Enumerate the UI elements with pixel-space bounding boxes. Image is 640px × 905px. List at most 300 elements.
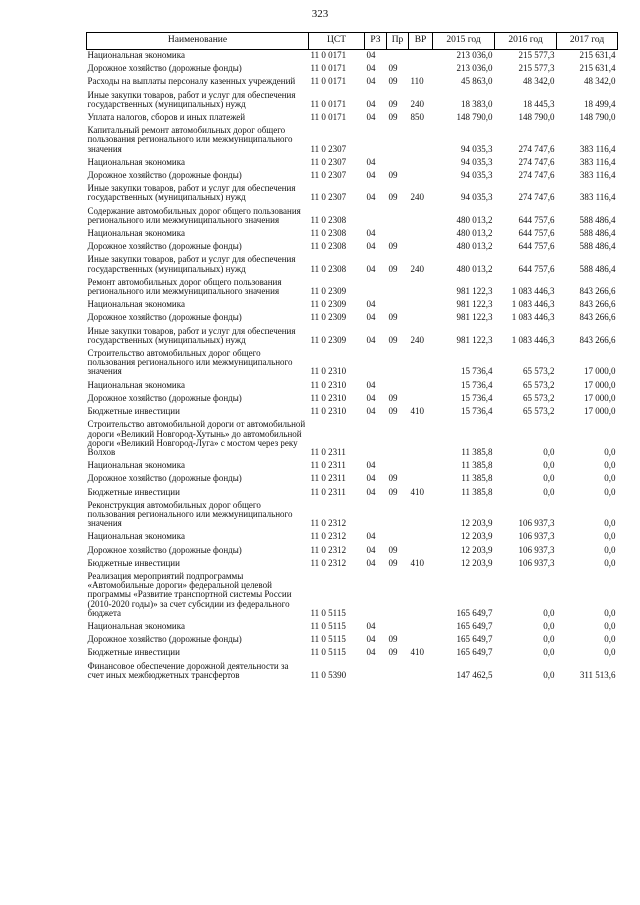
table-row: [87, 63, 618, 76]
row-name-cell: Реализация мероприятий подпрограммы «Автомобильные дороги» федеральной целевой программы «Развитие транспортной системы России (2010-2020 годы)» за счет субсидии из федерального бюджета: [87, 570, 292, 618]
table-row: [87, 545, 618, 558]
table-row: [87, 76, 618, 89]
table-row: [87, 299, 618, 312]
row-vr-cell: 110: [410, 76, 424, 87]
row-name-cell: Дорожное хозяйство (дорожные фонды): [87, 241, 242, 252]
row-pr-cell: 09: [388, 544, 398, 555]
table-row: [87, 380, 618, 393]
row-cst-cell: 11 0 2312: [310, 518, 347, 529]
row-cst-cell: 11 0 0171: [310, 98, 347, 109]
row-2017-cell: 588 486,4: [579, 263, 616, 274]
row-vr-cell: [409, 348, 433, 380]
row-cst-cell: 11 0 2310: [310, 366, 347, 377]
row-rz-cell: 04: [366, 634, 376, 645]
table-row: [87, 634, 618, 647]
row-pr-cell: 09: [388, 112, 398, 123]
row-pr-cell: [387, 228, 409, 241]
row-name-cell: Национальная экономика: [87, 460, 185, 471]
row-vr-cell: 410: [410, 647, 424, 658]
row-cst-cell: 11 0 2311: [310, 446, 346, 457]
row-name-cell: Дорожное хозяйство (дорожные фонды): [87, 170, 242, 181]
row-vr-cell: [409, 393, 433, 406]
header-pr: Пр: [387, 33, 409, 50]
row-rz-cell: [365, 277, 387, 299]
row-rz-cell: 04: [366, 647, 376, 658]
row-2017-cell: 843 266,6: [579, 299, 616, 310]
row-2015-cell: 94 035,3: [461, 143, 493, 154]
row-vr-cell: [409, 206, 433, 228]
row-pr-cell: [387, 277, 409, 299]
row-2015-cell: 11 385,8: [461, 460, 493, 471]
table-row: [87, 406, 618, 419]
row-name-cell: Бюджетные инвестиции: [87, 486, 180, 497]
row-2015-cell: 165 649,7: [456, 620, 493, 631]
row-pr-cell: 09: [388, 98, 398, 109]
row-rz-cell: 04: [366, 98, 376, 109]
row-cst-cell: 11 0 2307: [310, 143, 347, 154]
row-2015-cell: 147 462,5: [456, 669, 493, 680]
row-vr-cell: 410: [410, 557, 424, 568]
row-2016-cell: 0,0: [543, 460, 555, 471]
row-name-cell: Расходы на выплаты персоналу казенных учреждений: [87, 76, 296, 87]
row-rz-cell: 04: [366, 620, 376, 631]
row-pr-cell: [387, 348, 409, 380]
row-name-cell: Дорожное хозяйство (дорожные фонды): [87, 63, 242, 74]
table-row: [87, 531, 618, 544]
row-2017-cell: 0,0: [604, 607, 616, 618]
row-cst-cell: 11 0 2310: [310, 392, 347, 403]
row-2017-cell: 0,0: [604, 486, 616, 497]
row-rz-cell: 04: [366, 544, 376, 555]
row-cst-cell: 11 0 0171: [310, 50, 347, 60]
row-2016-cell: 65 573,2: [523, 406, 555, 417]
row-rz-cell: [365, 348, 387, 380]
row-2017-cell: 383 116,4: [579, 170, 616, 181]
row-vr-cell: [409, 157, 433, 170]
row-2015-cell: 94 035,3: [461, 170, 493, 181]
row-2016-cell: 106 937,3: [518, 544, 555, 555]
row-2016-cell: 644 757,6: [518, 241, 555, 252]
row-name-cell: Содержание автомобильных дорог общего пользования регионального или межмуниципального значения: [87, 205, 301, 225]
row-2015-cell: 165 649,7: [456, 607, 493, 618]
row-2015-cell: 12 203,9: [461, 531, 493, 542]
row-cst-cell: 11 0 2308: [310, 263, 347, 274]
row-2017-cell: 17 000,0: [584, 392, 616, 403]
row-2015-cell: 480 013,2: [456, 241, 493, 252]
row-2015-cell: 213 036,0: [456, 50, 493, 60]
row-2016-cell: 274 747,6: [518, 143, 555, 154]
row-pr-cell: 09: [388, 634, 398, 645]
row-2017-cell: 215 631,4: [579, 50, 616, 60]
row-2017-cell: 17 000,0: [584, 366, 616, 377]
row-name-cell: Национальная экономика: [87, 620, 185, 631]
row-vr-cell: [409, 419, 433, 460]
row-vr-cell: [409, 473, 433, 486]
row-2016-cell: 0,0: [543, 620, 555, 631]
row-2017-cell: 383 116,4: [579, 143, 616, 154]
row-name-cell: Реконструкция автомобильных дорог общего пользования регионального или межмуниципального значения: [87, 499, 293, 529]
row-vr-cell: [409, 460, 433, 473]
row-name-cell: Дорожное хозяйство (дорожные фонды): [87, 392, 242, 403]
row-cst-cell: 11 0 2309: [310, 312, 347, 323]
row-cst-cell: 11 0 5115: [310, 647, 346, 658]
row-2017-cell: 48 342,0: [584, 76, 616, 87]
row-rz-cell: 04: [366, 263, 376, 274]
row-2015-cell: 981 122,3: [456, 334, 493, 345]
row-2017-cell: 18 499,4: [584, 98, 616, 109]
row-name-cell: Иные закупки товаров, работ и услуг для обеспечения государственных (муниципальных) нужд: [87, 254, 296, 274]
row-vr-cell: 240: [410, 334, 424, 345]
header-rz: РЗ: [365, 33, 387, 50]
row-vr-cell: [409, 125, 433, 157]
row-2017-cell: 0,0: [604, 518, 616, 529]
row-cst-cell: 11 0 2312: [310, 531, 347, 542]
row-vr-cell: [409, 299, 433, 312]
row-name-cell: Национальная экономика: [87, 299, 185, 310]
row-vr-cell: 240: [410, 263, 424, 274]
row-cst-cell: 11 0 2310: [310, 379, 347, 390]
row-cst-cell: 11 0 5115: [310, 607, 346, 618]
row-vr-cell: 240: [410, 192, 424, 203]
header-name: Наименование: [87, 33, 309, 50]
table-row: [87, 348, 618, 380]
row-2016-cell: 0,0: [543, 634, 555, 645]
table-body: [87, 50, 618, 683]
row-name-cell: Строительство автомобильных дорог общего пользования регионального или межмуниципального значения: [87, 348, 293, 377]
row-rz-cell: 04: [366, 312, 376, 323]
row-vr-cell: [409, 500, 433, 532]
row-rz-cell: 04: [366, 392, 376, 403]
row-2015-cell: 981 122,3: [456, 299, 493, 310]
row-rz-cell: 04: [366, 406, 376, 417]
row-pr-cell: 09: [388, 263, 398, 274]
row-name-cell: Дорожное хозяйство (дорожные фонды): [87, 634, 242, 645]
table-row: [87, 312, 618, 325]
row-2017-cell: 17 000,0: [584, 379, 616, 390]
row-name-cell: Уплата налогов, сборов и иных платежей: [87, 112, 246, 123]
row-2017-cell: 0,0: [604, 544, 616, 555]
row-cst-cell: 11 0 2307: [310, 192, 347, 203]
row-2017-cell: 843 266,6: [579, 286, 616, 297]
row-2016-cell: 274 747,6: [518, 192, 555, 203]
row-2015-cell: 11 385,8: [461, 486, 493, 497]
row-pr-cell: [387, 661, 409, 683]
row-2017-cell: 0,0: [604, 473, 616, 484]
row-2017-cell: 843 266,6: [579, 334, 616, 345]
row-2015-cell: 15 736,4: [461, 406, 493, 417]
row-vr-cell: [409, 63, 433, 76]
row-2015-cell: 15 736,4: [461, 379, 493, 390]
header-2016: 2016 год: [495, 33, 557, 50]
table-row: [87, 558, 618, 571]
row-name-cell: Иные закупки товаров, работ и услуг для обеспечения государственных (муниципальных) нужд: [87, 183, 296, 203]
row-2016-cell: 644 757,6: [518, 214, 555, 225]
row-cst-cell: 11 0 2312: [310, 557, 347, 568]
row-2017-cell: 0,0: [604, 557, 616, 568]
row-cst-cell: 11 0 2311: [310, 460, 346, 471]
row-name-cell: Бюджетные инвестиции: [87, 647, 180, 658]
row-2017-cell: 0,0: [604, 647, 616, 658]
row-2017-cell: 0,0: [604, 531, 616, 542]
row-2015-cell: 11 385,8: [461, 446, 493, 457]
row-2017-cell: 588 486,4: [579, 241, 616, 252]
row-vr-cell: [409, 380, 433, 393]
row-2015-cell: 12 203,9: [461, 544, 493, 555]
row-rz-cell: 04: [366, 228, 376, 239]
row-pr-cell: [387, 50, 409, 64]
row-rz-cell: 04: [366, 460, 376, 471]
row-name-cell: Ремонт автомобильных дорог общего пользования регионального или межмуниципального значения: [87, 276, 282, 297]
row-cst-cell: 11 0 2307: [310, 170, 347, 181]
row-2016-cell: 65 573,2: [523, 366, 555, 377]
row-2015-cell: 981 122,3: [456, 286, 493, 297]
row-2015-cell: 94 035,3: [461, 156, 493, 167]
row-name-cell: Бюджетные инвестиции: [87, 557, 180, 568]
row-pr-cell: [387, 571, 409, 621]
row-2017-cell: 215 631,4: [579, 63, 616, 74]
row-vr-cell: [409, 228, 433, 241]
row-name-cell: Национальная экономика: [87, 379, 185, 390]
row-pr-cell: [387, 460, 409, 473]
row-pr-cell: [387, 125, 409, 157]
row-2016-cell: 65 573,2: [523, 379, 555, 390]
row-pr-cell: 09: [388, 192, 398, 203]
row-name-cell: Дорожное хозяйство (дорожные фонды): [87, 473, 242, 484]
row-rz-cell: 04: [366, 170, 376, 181]
budget-table: [86, 32, 618, 683]
row-2015-cell: 45 863,0: [461, 76, 493, 87]
row-name-cell: Национальная экономика: [87, 156, 185, 167]
row-vr-cell: [409, 170, 433, 183]
table-row: [87, 571, 618, 621]
page-number: 323: [311, 8, 329, 20]
row-2015-cell: 165 649,7: [456, 647, 493, 658]
row-cst-cell: 11 0 2311: [310, 473, 346, 484]
row-cst-cell: 11 0 2308: [310, 228, 347, 239]
row-2017-cell: 311 513,6: [579, 669, 616, 680]
row-2016-cell: 0,0: [543, 669, 555, 680]
row-pr-cell: 09: [388, 334, 398, 345]
row-cst-cell: 11 0 2308: [310, 214, 347, 225]
row-cst-cell: 11 0 2311: [310, 486, 346, 497]
row-2016-cell: 0,0: [543, 647, 555, 658]
row-2016-cell: 1 083 446,3: [511, 299, 555, 310]
row-rz-cell: 04: [366, 334, 376, 345]
table-row: [87, 170, 618, 183]
row-2016-cell: 215 577,3: [518, 50, 555, 60]
row-2017-cell: 383 116,4: [579, 192, 616, 203]
table-row: [87, 112, 618, 125]
row-2017-cell: 0,0: [604, 620, 616, 631]
row-pr-cell: [387, 157, 409, 170]
row-2016-cell: 148 790,0: [518, 112, 555, 123]
row-pr-cell: [387, 380, 409, 393]
table-row: [87, 661, 618, 683]
row-name-cell: Финансовое обеспечение дорожной деятельности за счет иных межбюджетных трансфертов: [87, 660, 289, 680]
row-cst-cell: 11 0 2309: [310, 334, 347, 345]
table-row: [87, 500, 618, 532]
row-name-cell: Дорожное хозяйство (дорожные фонды): [87, 544, 242, 555]
table-row: [87, 157, 618, 170]
row-cst-cell: 11 0 5390: [310, 669, 347, 680]
row-pr-cell: 09: [388, 647, 398, 658]
row-2016-cell: 106 937,3: [518, 518, 555, 529]
row-pr-cell: 09: [388, 557, 398, 568]
row-2016-cell: 106 937,3: [518, 531, 555, 542]
row-vr-cell: [409, 241, 433, 254]
row-2015-cell: 11 385,8: [461, 473, 493, 484]
table-row: [87, 183, 618, 205]
row-rz-cell: 04: [366, 156, 376, 167]
row-rz-cell: 04: [366, 379, 376, 390]
row-cst-cell: 11 0 2307: [310, 156, 347, 167]
table-row: [87, 125, 618, 157]
header-vr: ВР: [409, 33, 433, 50]
row-cst-cell: 11 0 2312: [310, 544, 347, 555]
row-rz-cell: 04: [366, 192, 376, 203]
row-name-cell: Капитальный ремонт автомобильных дорог общего пользования регионального или межмуниципального значения: [87, 125, 293, 154]
row-vr-cell: 410: [410, 486, 424, 497]
row-2017-cell: 588 486,4: [579, 228, 616, 239]
row-pr-cell: [387, 419, 409, 460]
row-pr-cell: 09: [388, 241, 398, 252]
row-pr-cell: 09: [388, 312, 398, 323]
row-vr-cell: [409, 661, 433, 683]
row-rz-cell: 04: [366, 557, 376, 568]
row-name-cell: Национальная экономика: [87, 228, 185, 239]
row-name-cell: Бюджетные инвестиции: [87, 406, 180, 417]
row-rz-cell: [365, 661, 387, 683]
row-vr-cell: [409, 312, 433, 325]
row-vr-cell: [409, 545, 433, 558]
row-cst-cell: 11 0 5115: [310, 634, 346, 645]
row-2017-cell: 843 266,6: [579, 312, 616, 323]
row-2016-cell: 274 747,6: [518, 156, 555, 167]
row-2015-cell: 18 383,0: [461, 98, 493, 109]
row-rz-cell: [365, 500, 387, 532]
row-pr-cell: 09: [388, 486, 398, 497]
row-2017-cell: 0,0: [604, 446, 616, 457]
row-2017-cell: 383 116,4: [579, 156, 616, 167]
row-2016-cell: 0,0: [543, 607, 555, 618]
row-name-cell: Национальная экономика: [87, 531, 185, 542]
row-2016-cell: 0,0: [543, 486, 555, 497]
table-row: [87, 473, 618, 486]
row-2016-cell: 48 342,0: [523, 76, 555, 87]
row-2015-cell: 94 035,3: [461, 192, 493, 203]
row-2016-cell: 65 573,2: [523, 392, 555, 403]
header-cst: ЦСТ: [309, 33, 365, 50]
row-vr-cell: [409, 50, 433, 64]
row-2017-cell: 17 000,0: [584, 406, 616, 417]
row-rz-cell: 04: [366, 531, 376, 542]
table-row: [87, 241, 618, 254]
row-2015-cell: 981 122,3: [456, 312, 493, 323]
row-name-cell: Национальная экономика: [87, 50, 185, 60]
table-row: [87, 206, 618, 228]
row-cst-cell: 11 0 0171: [310, 112, 347, 123]
row-cst-cell: 11 0 2309: [310, 286, 347, 297]
row-cst-cell: 11 0 5115: [310, 620, 346, 631]
table-row: [87, 90, 618, 112]
row-rz-cell: 04: [366, 50, 376, 60]
row-2016-cell: 1 083 446,3: [511, 334, 555, 345]
row-2015-cell: 12 203,9: [461, 518, 493, 529]
row-cst-cell: 11 0 0171: [310, 76, 347, 87]
row-pr-cell: 09: [388, 392, 398, 403]
table-header: [87, 33, 618, 50]
row-2015-cell: 480 013,2: [456, 263, 493, 274]
row-vr-cell: [409, 277, 433, 299]
row-2016-cell: 1 083 446,3: [511, 312, 555, 323]
row-vr-cell: 410: [410, 406, 424, 417]
row-pr-cell: [387, 206, 409, 228]
row-2016-cell: 1 083 446,3: [511, 286, 555, 297]
row-2015-cell: 213 036,0: [456, 63, 493, 74]
row-rz-cell: 04: [366, 486, 376, 497]
table-row: [87, 621, 618, 634]
table-row: [87, 419, 618, 460]
row-2017-cell: 0,0: [604, 460, 616, 471]
row-vr-cell: 240: [410, 98, 424, 109]
row-vr-cell: 850: [410, 112, 424, 123]
table-row: [87, 228, 618, 241]
row-2015-cell: 148 790,0: [456, 112, 493, 123]
header-2015: 2015 год: [433, 33, 495, 50]
row-2015-cell: 480 013,2: [456, 214, 493, 225]
row-cst-cell: 11 0 0171: [310, 63, 347, 74]
row-2015-cell: 12 203,9: [461, 557, 493, 568]
row-2016-cell: 106 937,3: [518, 557, 555, 568]
row-rz-cell: [365, 419, 387, 460]
row-2016-cell: 0,0: [543, 473, 555, 484]
row-vr-cell: [409, 634, 433, 647]
row-2017-cell: 588 486,4: [579, 214, 616, 225]
table-row: [87, 647, 618, 660]
header-2017: 2017 год: [557, 33, 618, 50]
row-rz-cell: [365, 125, 387, 157]
row-pr-cell: 09: [388, 76, 398, 87]
table-row: [87, 460, 618, 473]
row-pr-cell: [387, 500, 409, 532]
row-pr-cell: [387, 531, 409, 544]
row-pr-cell: [387, 621, 409, 634]
row-2016-cell: 215 577,3: [518, 63, 555, 74]
row-2017-cell: 0,0: [604, 634, 616, 645]
row-2017-cell: 148 790,0: [579, 112, 616, 123]
row-2016-cell: 274 747,6: [518, 170, 555, 181]
row-rz-cell: 04: [366, 112, 376, 123]
row-vr-cell: [409, 531, 433, 544]
row-name-cell: Строительство автомобильной дороги от автомобильной дороги «Великий Новгород-Хутынь» до автомобильной дороги «Великий Новгород-Луга» с мостом через реку Волхов: [87, 419, 306, 457]
row-cst-cell: 11 0 2310: [310, 406, 347, 417]
row-pr-cell: 09: [388, 473, 398, 484]
row-2016-cell: 644 757,6: [518, 263, 555, 274]
table-row: [87, 326, 618, 348]
row-rz-cell: 04: [366, 76, 376, 87]
row-pr-cell: 09: [388, 406, 398, 417]
row-2016-cell: 0,0: [543, 446, 555, 457]
row-rz-cell: 04: [366, 63, 376, 74]
row-2016-cell: 18 445,3: [523, 98, 555, 109]
row-2015-cell: 165 649,7: [456, 634, 493, 645]
row-pr-cell: 09: [388, 170, 398, 181]
row-cst-cell: 11 0 2309: [310, 299, 347, 310]
row-rz-cell: 04: [366, 473, 376, 484]
row-2015-cell: 15 736,4: [461, 392, 493, 403]
table-row: [87, 487, 618, 500]
row-cst-cell: 11 0 2308: [310, 241, 347, 252]
